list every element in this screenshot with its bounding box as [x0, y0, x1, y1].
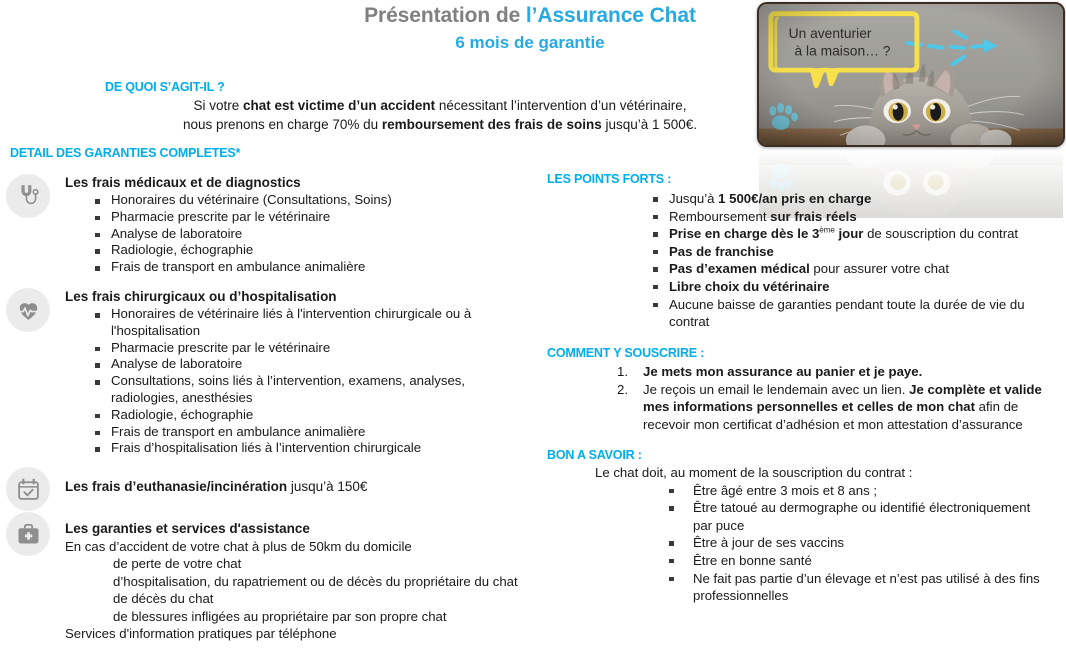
- list-item: Radiologie, échographie: [65, 242, 536, 259]
- stethoscope-icon: [6, 174, 50, 218]
- stethoscope-glyph: [16, 184, 41, 209]
- list-item: Ne fait pas partie d’un élevage et n’est pas utilisé à des fins professionnelles: [547, 570, 1052, 605]
- guarantee-block-euthanasia: [6, 467, 536, 496]
- points-forts-list: [547, 190, 1057, 331]
- guarantee-block-assistance: [6, 506, 536, 642]
- list-item: Analyse de laboratoire: [65, 356, 536, 373]
- step-text-c: afin de recevoir mon certificat d’adhésion et mon attestation d’assurance: [643, 399, 1023, 432]
- heart-pulse-icon: [6, 288, 50, 332]
- pf-text-b: Libre choix du vétérinaire: [669, 278, 830, 294]
- title-accent: l’Assurance Chat: [525, 4, 696, 27]
- assistance-case: de blessures infligées au propriétaire par son propre chat: [113, 608, 447, 624]
- euthanasia-title-bold: Les frais d’euthanasie/incinération: [65, 479, 288, 494]
- guarantee-title: Les frais médicaux et de diagnostics: [65, 175, 301, 190]
- intro-line1-c: nécessitant l’intervention d’un vétérinaire,: [435, 98, 687, 113]
- list-item: Honoraires du vétérinaire (Consultations, Soins): [65, 192, 536, 209]
- list-item: Frais de transport en ambulance animalière: [65, 259, 536, 276]
- guarantee-title: [65, 478, 536, 496]
- bon-a-savoir-wrap: [547, 464, 1052, 605]
- cat-image-frame: [757, 2, 1065, 147]
- title-plain: Présentation de: [364, 4, 526, 27]
- list-item: Consultations, soins liés à l’intervention, examens, analyses, radiologies, anesthésies: [65, 373, 536, 407]
- pf-text-b: 1 500€/an pris en charge: [718, 191, 872, 206]
- cat-peeking-photo: [757, 2, 1065, 147]
- heart-pulse-glyph: [16, 298, 41, 323]
- step-text-b: Je complète et valide mes informations personnelles et celles de mon chat: [643, 381, 1042, 415]
- list-item: [547, 208, 1057, 226]
- calendar-check-icon: [6, 467, 50, 511]
- list-item: Pharmacie prescrite par le vétérinaire: [65, 340, 536, 357]
- intro-line2: [130, 115, 750, 134]
- heading-detail-garanties: DETAIL DES GARANTIES COMPLETES*: [10, 146, 241, 160]
- pf-text-b2: jour: [834, 226, 864, 242]
- pf-text-c: pour assurer votre chat: [809, 261, 950, 277]
- guarantee-item-list: [65, 306, 536, 457]
- list-item: [547, 260, 1057, 278]
- intro-line2-a: nous prenons en charge 70% du: [182, 117, 382, 132]
- guarantee-block-surgical: [6, 288, 536, 457]
- guarantee-body: [65, 506, 536, 642]
- bon-a-savoir-lead: Le chat doit, au moment de la souscription du contrat :: [595, 465, 913, 480]
- pf-text-a: Jusqu’à: [669, 191, 719, 206]
- step-text-b: Je mets mon assurance au panier et je paye.: [643, 364, 923, 379]
- intro-line1-a: Si votre: [193, 98, 244, 113]
- list-item: [547, 381, 1052, 434]
- assistance-case: d’hospitalisation, du rapatriement ou de décès du propriétaire du chat: [113, 573, 518, 589]
- list-item: Être tatoué au dermographe ou identifié électroniquement par puce: [547, 499, 1052, 534]
- list-item: Frais d’hospitalisation liés à l’intervention chirurgicale: [65, 440, 536, 457]
- list-item: [547, 363, 1052, 381]
- pf-text-c: de souscription du contrat: [863, 226, 1019, 242]
- intro-line1-b: chat est victime d’un accident: [243, 98, 436, 113]
- guarantee-body: [65, 288, 536, 457]
- list-item: Être âgé entre 3 mois et 8 ans ;: [547, 482, 1052, 500]
- ordinal-suffix: ème: [819, 225, 835, 235]
- medical-bag-icon: [6, 512, 50, 556]
- guarantee-item-list: [65, 192, 536, 276]
- guarantee-title: Les garanties et services d'assistance: [65, 521, 310, 536]
- pf-text-a: Remboursement: [669, 208, 771, 224]
- list-item: [547, 243, 1057, 261]
- intro-line2-b: remboursement des frais de soins: [381, 117, 602, 132]
- list-item: [547, 225, 1057, 243]
- assistance-lead: En cas d’accident de votre chat à plus de 50km du domicile: [65, 539, 412, 554]
- title-line-1: [300, 4, 760, 28]
- calendar-check-glyph: [16, 477, 41, 502]
- list-item: Aucune baisse de garanties pendant toute la durée de vie du contrat: [547, 296, 1057, 331]
- guarantee-block-medical: [6, 174, 536, 276]
- list-item: [547, 190, 1057, 208]
- heading-points-forts: LES POINTS FORTS :: [547, 172, 672, 186]
- intro-line1: [194, 98, 687, 113]
- pf-text-b: Pas d’examen médical: [669, 261, 810, 277]
- list-item: Être à jour de ses vaccins: [547, 534, 1052, 552]
- pf-text-b: Prise en charge dès le 3: [669, 226, 820, 242]
- pf-text-b: Pas de franchise: [669, 243, 774, 259]
- cat-illustration: [759, 4, 1063, 145]
- list-item: Pharmacie prescrite par le vétérinaire: [65, 209, 536, 226]
- assistance-case: de décès du chat: [113, 591, 214, 607]
- list-item: Frais de transport en ambulance animalière: [65, 424, 536, 441]
- list-item: Analyse de laboratoire: [65, 226, 536, 243]
- page-title: [300, 4, 760, 53]
- intro-line2-c: jusqu’à 1 500€.: [601, 117, 698, 132]
- list-item: Radiologie, échographie: [65, 407, 536, 424]
- title-subtitle: 6 mois de garantie: [455, 33, 605, 52]
- points-forts-list-wrap: [547, 190, 1057, 331]
- assistance-footer: Services d'information pratiques par téléphone: [65, 626, 337, 642]
- pf-text-b: sur frais réels: [770, 208, 857, 224]
- list-item: [547, 278, 1057, 296]
- souscrire-steps: [547, 363, 1052, 433]
- list-item: Être en bonne santé: [547, 552, 1052, 570]
- guarantee-body: [65, 467, 536, 496]
- heading-comment-souscrire: COMMENT Y SOUSCRIRE :: [547, 346, 705, 360]
- list-item: Honoraires de vétérinaire liés à l'intervention chirurgicale ou à l'hospitalisation: [65, 306, 536, 340]
- step-text-a: Je reçois un email le lendemain avec un lien.: [643, 381, 910, 397]
- euthanasia-title-amount: jusqu’à 150€: [287, 479, 368, 494]
- medical-bag-glyph: [16, 522, 41, 547]
- guarantee-body: [65, 174, 536, 276]
- bon-a-savoir-list: [547, 482, 1052, 605]
- souscrire-steps-wrap: [547, 363, 1052, 433]
- guarantee-title: Les frais chirurgicaux ou d’hospitalisation: [65, 289, 337, 304]
- assistance-case: de perte de votre chat: [113, 556, 242, 572]
- intro-paragraph: [130, 96, 750, 134]
- heading-de-quoi-sagit-il: DE QUOI S’AGIT-IL ?: [105, 80, 225, 94]
- heading-bon-a-savoir: BON A SAVOIR :: [547, 448, 642, 462]
